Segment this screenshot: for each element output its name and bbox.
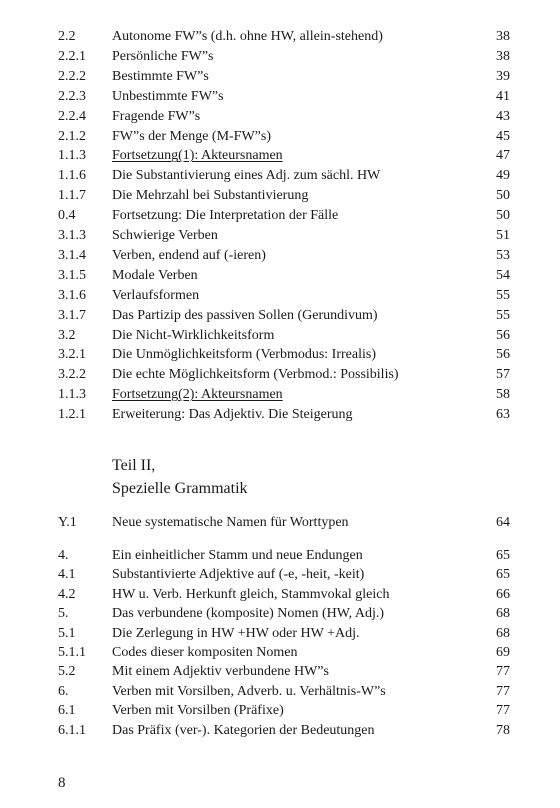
entry-page: 63 xyxy=(496,407,510,423)
entry-number: 4. xyxy=(58,548,69,563)
entry-title: FW”s der Menge (M-FW”s) xyxy=(112,128,272,144)
toc-entry xyxy=(0,127,560,147)
toc-entry xyxy=(0,701,560,721)
entry-title: Autonome FW”s (d.h. ohne HW, allein-stehend) xyxy=(112,29,383,44)
toc-entry-y1 xyxy=(0,513,560,533)
toc-entry xyxy=(0,565,560,585)
entry-page: 41 xyxy=(496,88,510,104)
entry-page: 53 xyxy=(496,247,510,263)
toc-entry xyxy=(0,266,560,286)
entry-page: 65 xyxy=(496,567,510,583)
toc-entry xyxy=(0,546,560,566)
entry-page: 77 xyxy=(496,664,510,680)
entry-number: 6.1 xyxy=(58,703,76,719)
entry-number: 3.2.2 xyxy=(58,367,86,383)
toc-entry xyxy=(0,47,560,67)
entry-page: 51 xyxy=(496,228,510,243)
entry-title: Erweiterung: Das Adjektiv. Die Steigerung xyxy=(112,407,353,423)
entry-number: 0.4 xyxy=(58,208,76,224)
entry-title: Fortsetzung: Die Interpretation der Fälle xyxy=(112,208,339,224)
toc-entry xyxy=(0,365,560,385)
entry-title: Verben, endend auf (-ieren) xyxy=(112,247,266,263)
entry-page: 65 xyxy=(496,548,510,563)
entry-title: Die Substantivierung eines Adj. zum sächl. HW xyxy=(112,168,381,184)
entry-page: 68 xyxy=(496,625,510,641)
entry-number: Y.1 xyxy=(58,515,77,530)
entry-title: Das verbundene (komposite) Nomen (HW, Adj.) xyxy=(112,606,385,622)
entry-title: Unbestimmte FW”s xyxy=(112,88,224,104)
entry-page: 55 xyxy=(496,287,510,303)
entry-number: 2.2.1 xyxy=(58,48,86,64)
entry-number: 4.1 xyxy=(58,567,76,583)
entry-title: Ein einheitlicher Stamm und neue Endungen xyxy=(112,548,363,563)
entry-title: Schwierige Verben xyxy=(112,228,218,243)
entry-page: 69 xyxy=(496,645,510,660)
toc-entry xyxy=(0,67,560,87)
entry-page: 57 xyxy=(496,367,510,383)
entry-title: Verben mit Vorsilben (Präfixe) xyxy=(112,703,284,719)
entry-page: 64 xyxy=(496,515,510,530)
entry-page: 78 xyxy=(496,722,510,738)
toc-entry xyxy=(0,326,560,346)
entry-title: Verlaufsformen xyxy=(112,287,200,303)
entry-number: 4.2 xyxy=(58,586,76,602)
toc-entry xyxy=(0,604,560,624)
entry-page: 66 xyxy=(496,586,510,602)
entry-page: 58 xyxy=(496,387,510,403)
entry-number: 6. xyxy=(58,683,69,699)
entry-number: 3.1.7 xyxy=(58,307,86,323)
entry-page: 56 xyxy=(496,327,510,343)
entry-number: 3.2.1 xyxy=(58,347,86,363)
entry-title: Codes dieser kompositen Nomen xyxy=(112,645,298,660)
toc-entry xyxy=(0,682,560,702)
entry-page: 77 xyxy=(496,683,510,699)
entry-number: 1.1.6 xyxy=(58,168,86,184)
toc-entry xyxy=(0,721,560,741)
entry-page: 45 xyxy=(496,128,510,144)
entry-number: 5.2 xyxy=(58,664,76,680)
entry-title: Das Präfix (ver-). Kategorien der Bedeutungen xyxy=(112,722,375,738)
toc-entry xyxy=(0,226,560,246)
entry-title: HW u. Verb. Herkunft gleich, Stammvokal gleich xyxy=(112,586,390,602)
toc-entry xyxy=(0,246,560,266)
entry-page: 49 xyxy=(496,168,510,184)
toc-entry xyxy=(0,87,560,107)
toc-entry xyxy=(0,306,560,326)
entry-title: Fortsetzung(2): Akteursnamen xyxy=(112,387,283,403)
toc-entry xyxy=(0,166,560,186)
entry-page: 77 xyxy=(496,703,510,719)
entry-title: Persönliche FW”s xyxy=(112,48,214,64)
entry-title: Mit einem Adjektiv verbundene HW”s xyxy=(112,664,329,680)
page-number: 8 xyxy=(58,775,66,791)
entry-page: 55 xyxy=(496,307,510,323)
entry-number: 5. xyxy=(58,606,69,622)
entry-title: Fragende FW”s xyxy=(112,108,201,124)
entry-title: Die Mehrzahl bei Substantivierung xyxy=(112,188,309,204)
toc-entry xyxy=(0,186,560,206)
entry-number: 3.1.4 xyxy=(58,247,86,263)
entry-number: 5.1.1 xyxy=(58,645,86,660)
part-heading-line2: Spezielle Grammatik xyxy=(112,480,248,497)
toc-entry xyxy=(0,345,560,365)
entry-page: 38 xyxy=(496,48,510,64)
entry-title: Die Zerlegung in HW +HW oder HW +Adj. xyxy=(112,625,360,641)
entry-title: Fortsetzung(1): Akteursnamen xyxy=(112,148,283,164)
entry-number: 1.2.1 xyxy=(58,407,86,423)
toc-entry xyxy=(0,662,560,682)
entry-title: Verben mit Vorsilben, Adverb. u. Verhältnis-W”s xyxy=(112,683,386,699)
toc-entry xyxy=(0,107,560,127)
toc-entry xyxy=(0,405,560,425)
entry-number: 1.1.3 xyxy=(58,387,86,403)
toc-entry xyxy=(0,643,560,663)
entry-title: Die Unmöglichkeitsform (Verbmodus: Irrealis) xyxy=(112,347,376,363)
entry-number: 2.2.4 xyxy=(58,108,86,124)
entry-title: Die echte Möglichkeitsform (Verbmod.: Possibilis) xyxy=(112,367,399,383)
entry-title: Substantivierte Adjektive auf (-e, -heit, -keit) xyxy=(112,567,365,583)
toc-entry xyxy=(0,385,560,405)
part-heading-line1: Teil II, xyxy=(112,457,156,474)
entry-title: Bestimmte FW”s xyxy=(112,68,209,84)
entry-title: Modale Verben xyxy=(112,267,198,283)
entry-number: 3.2 xyxy=(58,327,76,343)
entry-number: 3.1.3 xyxy=(58,228,86,243)
entry-title: Die Nicht-Wirklichkeitsform xyxy=(112,327,275,343)
entry-number: 3.1.5 xyxy=(58,267,86,283)
entry-page: 38 xyxy=(496,29,510,44)
entry-number: 3.1.6 xyxy=(58,287,86,303)
entry-number: 2.2.2 xyxy=(58,68,86,84)
entry-number: 5.1 xyxy=(58,625,76,641)
entry-page: 68 xyxy=(496,606,510,622)
toc-entry xyxy=(0,27,560,47)
entry-page: 43 xyxy=(496,108,510,124)
toc-entry xyxy=(0,624,560,644)
entry-number: 2.1.2 xyxy=(58,128,86,144)
toc-entry xyxy=(0,206,560,226)
entry-number: 2.2.3 xyxy=(58,88,86,104)
entry-number: 6.1.1 xyxy=(58,722,86,738)
entry-page: 39 xyxy=(496,68,510,84)
entry-title: Neue systematische Namen für Worttypen xyxy=(112,515,349,530)
entry-number: 2.2 xyxy=(58,29,76,44)
entry-title: Das Partizip des passiven Sollen (Gerundivum) xyxy=(112,307,378,323)
entry-page: 54 xyxy=(496,267,510,283)
entry-page: 56 xyxy=(496,347,510,363)
entry-number: 1.1.7 xyxy=(58,188,86,204)
entry-page: 47 xyxy=(496,148,510,164)
entry-number: 1.1.3 xyxy=(58,148,86,164)
entry-page: 50 xyxy=(496,208,510,224)
entry-page: 50 xyxy=(496,188,510,204)
toc-entry xyxy=(0,146,560,166)
toc-entry xyxy=(0,585,560,605)
toc-entry xyxy=(0,286,560,306)
